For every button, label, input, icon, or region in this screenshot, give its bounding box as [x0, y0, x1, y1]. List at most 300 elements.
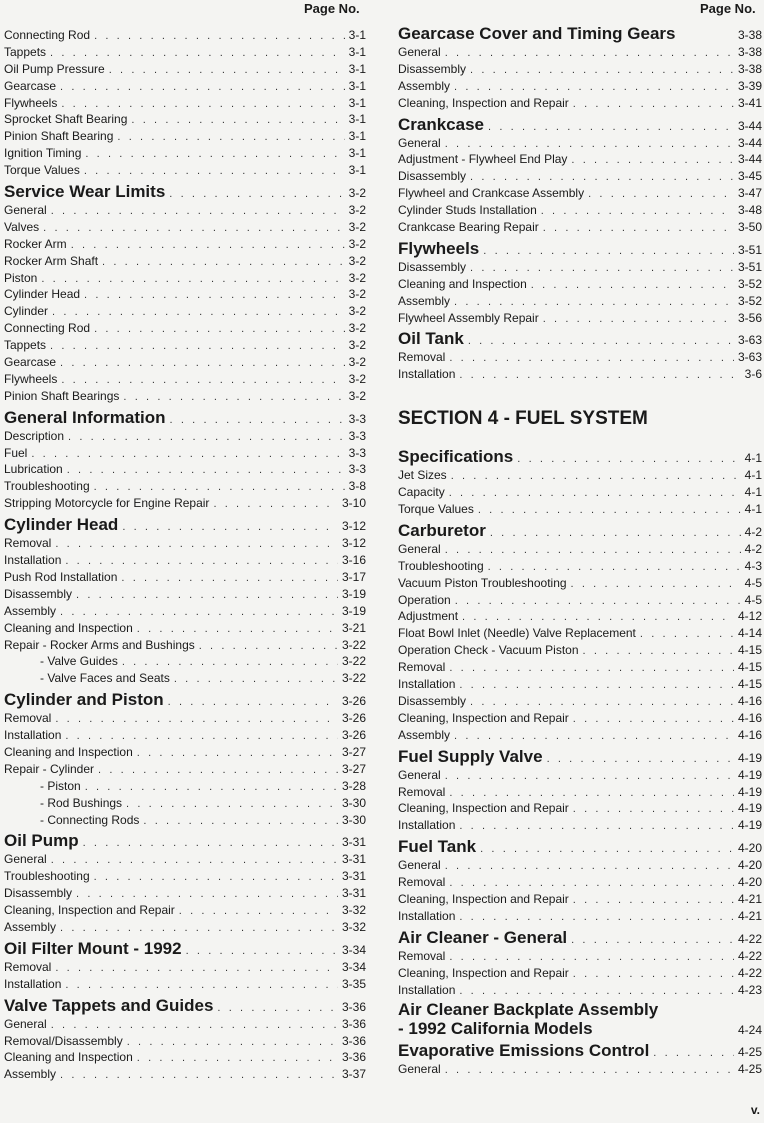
toc-entry[interactable]: [4, 670, 366, 687]
toc-heading[interactable]: [4, 515, 366, 535]
dot-leader: [83, 833, 338, 851]
dot-leader: [65, 977, 338, 993]
dot-leader: [174, 671, 338, 687]
dot-leader: [547, 749, 734, 767]
page-number: 3-26: [341, 711, 366, 726]
toc-entry[interactable]: [398, 784, 762, 801]
page-number: 4-22: [737, 965, 762, 980]
toc-heading-label: Specifications: [398, 447, 514, 467]
toc-entry[interactable]: [4, 812, 366, 829]
toc-heading[interactable]: [398, 1041, 762, 1061]
toc-heading[interactable]: [398, 1019, 762, 1038]
page-number: 3-48: [737, 203, 762, 218]
page-number: 3-2: [348, 203, 366, 218]
toc-entry[interactable]: [4, 286, 366, 303]
toc-entry[interactable]: [4, 303, 366, 320]
toc-entry-label: Installation: [4, 728, 62, 743]
toc-heading-label: Oil Filter Mount - 1992: [4, 938, 182, 958]
dot-leader: [199, 638, 338, 654]
dot-leader: [60, 920, 338, 936]
toc-heading-label: Oil Tank: [398, 329, 464, 349]
toc-entry-label: Torque Values: [398, 502, 474, 517]
toc-entry[interactable]: [398, 501, 762, 518]
dot-leader: [213, 496, 338, 512]
page-number: 3-8: [348, 479, 366, 494]
toc-entry[interactable]: [398, 817, 762, 834]
toc-entry[interactable]: [4, 27, 366, 44]
toc-entry[interactable]: [4, 868, 366, 885]
toc-heading[interactable]: [398, 115, 762, 135]
toc-entry[interactable]: [4, 128, 366, 145]
toc-entry[interactable]: [398, 168, 762, 185]
toc-entry-label: Cylinder Studs Installation: [398, 203, 537, 218]
dot-leader: [445, 1062, 734, 1078]
dot-leader: [84, 287, 345, 303]
toc-entry[interactable]: [4, 744, 366, 761]
toc-entry[interactable]: [398, 541, 762, 558]
toc-entry[interactable]: [398, 44, 762, 61]
toc-heading-label: Carburetor: [398, 520, 486, 540]
toc-entry[interactable]: [398, 800, 762, 817]
toc-heading[interactable]: [398, 329, 762, 349]
dot-leader: [31, 446, 344, 462]
page-number: 3-34: [341, 959, 366, 974]
toc-entry[interactable]: [398, 767, 762, 784]
toc-entry[interactable]: [4, 111, 366, 128]
page-number: 3-27: [341, 761, 366, 776]
page-number: 3-38: [737, 45, 762, 59]
toc-entry[interactable]: [398, 202, 762, 219]
toc-heading[interactable]: [398, 521, 762, 541]
toc-entry[interactable]: [398, 310, 762, 327]
dot-leader: [517, 449, 740, 467]
page-number: 4-23: [737, 982, 762, 997]
toc-entry-label: Cleaning, Inspection and Repair: [398, 710, 569, 725]
toc-heading[interactable]: [4, 182, 366, 202]
toc-entry[interactable]: [398, 982, 762, 999]
dot-leader: [76, 587, 338, 603]
toc-entry[interactable]: [4, 603, 366, 620]
page-number: 4-1: [744, 468, 762, 483]
dot-leader: [55, 960, 338, 976]
dot-leader: [445, 768, 734, 784]
page-number: 4-21: [737, 891, 762, 906]
right-page-no-header: Page No.: [700, 1, 756, 16]
toc-entry[interactable]: [4, 44, 366, 61]
dot-leader: [122, 517, 338, 535]
toc-entry[interactable]: [398, 484, 762, 501]
toc-entry[interactable]: [4, 428, 366, 445]
page-number: 3-22: [341, 637, 366, 652]
dot-leader: [94, 28, 345, 44]
toc-entry-label: Cleaning, Inspection and Repair: [398, 891, 569, 906]
dot-leader: [571, 152, 734, 168]
toc-heading[interactable]: [4, 408, 366, 428]
toc-entry-label: Removal: [398, 948, 446, 963]
toc-entry-label: Installation: [4, 553, 62, 568]
page-number: 4-15: [737, 677, 762, 692]
toc-heading[interactable]: [398, 837, 762, 857]
toc-entry[interactable]: [398, 78, 762, 95]
toc-entry-label: Push Rod Installation: [4, 569, 118, 584]
dot-leader: [543, 220, 734, 236]
page-number: 4-3: [744, 558, 762, 573]
dot-leader: [122, 654, 338, 670]
toc-entry-label: Cleaning, Inspection and Repair: [398, 965, 569, 980]
toc-entry[interactable]: [4, 95, 366, 112]
dot-leader: [41, 271, 344, 287]
page-number: 3-35: [341, 976, 366, 991]
toc-entry[interactable]: [4, 552, 366, 569]
toc-entry-label: Installation: [398, 818, 456, 833]
page-number: 3-2: [348, 287, 366, 302]
page-number: 3-56: [737, 310, 762, 325]
page-number: 3-45: [737, 169, 762, 184]
toc-entry-label: Removal/Disassembly: [4, 1033, 123, 1048]
toc-entry-label: Flywheels: [4, 371, 58, 386]
toc-entry[interactable]: [398, 259, 762, 276]
toc-entry[interactable]: [4, 795, 366, 812]
page-number: 3-36: [341, 999, 366, 1014]
toc-heading-label: Gearcase Cover and Timing Gears: [398, 24, 676, 43]
toc-entry-label: Removal: [4, 536, 52, 551]
dot-leader: [653, 1043, 734, 1061]
page-number: 3-31: [341, 886, 366, 901]
page-number: 3-31: [341, 835, 366, 850]
toc-entry-label: Troubleshooting: [4, 869, 90, 884]
dot-leader: [455, 593, 741, 609]
page-number: 3-28: [341, 778, 366, 793]
page-number: 3-32: [341, 903, 366, 918]
page-number: 4-20: [737, 875, 762, 890]
toc-entry-label: Assembly: [4, 919, 57, 934]
toc-entry[interactable]: [398, 592, 762, 609]
toc-heading[interactable]: [398, 928, 762, 948]
dot-leader: [50, 338, 345, 354]
toc-entry[interactable]: [4, 885, 366, 902]
toc-entry[interactable]: [4, 388, 366, 405]
page-number: 3-44: [737, 152, 762, 167]
toc-entry[interactable]: [4, 253, 366, 270]
dot-leader: [459, 367, 740, 383]
toc-entry[interactable]: [398, 891, 762, 908]
toc-entry[interactable]: [4, 569, 366, 586]
toc-entry[interactable]: [4, 162, 366, 179]
dot-leader: [449, 785, 734, 801]
dot-leader: [445, 542, 741, 558]
toc-entry[interactable]: [398, 575, 762, 592]
toc-heading[interactable]: [4, 996, 366, 1016]
page-number: 4-5: [744, 592, 762, 607]
dot-leader: [76, 886, 338, 902]
toc-entry[interactable]: [398, 965, 762, 982]
toc-entry-label: Rocker Arm Shaft: [4, 253, 99, 268]
toc-entry[interactable]: [4, 337, 366, 354]
toc-entry[interactable]: [398, 558, 762, 575]
toc-heading[interactable]: [398, 24, 762, 44]
toc-entry[interactable]: [398, 151, 762, 168]
dot-leader: [60, 79, 345, 95]
toc-entry[interactable]: [398, 293, 762, 310]
dot-leader: [573, 801, 734, 817]
toc-entry[interactable]: [4, 236, 366, 253]
toc-entry[interactable]: [4, 959, 366, 976]
toc-entry[interactable]: [398, 61, 762, 78]
dot-leader: [449, 875, 734, 891]
page-number: 4-19: [737, 801, 762, 816]
toc-entry-label: Valves: [4, 219, 40, 234]
page-number: 3-63: [737, 350, 762, 365]
toc-entry-label: Torque Values: [4, 163, 80, 178]
toc-entry[interactable]: [398, 276, 762, 293]
toc-heading: [398, 1000, 762, 1019]
toc-entry[interactable]: [398, 219, 762, 236]
toc-heading[interactable]: [398, 447, 762, 467]
dot-leader: [571, 576, 741, 592]
toc-heading[interactable]: [4, 831, 366, 851]
page-number: 3-2: [348, 253, 366, 268]
page-number: 3-1: [348, 95, 366, 110]
page-number: 3-16: [341, 553, 366, 568]
dot-leader: [451, 468, 741, 484]
toc-entry-label: General: [4, 1016, 47, 1031]
toc-entry[interactable]: [4, 371, 366, 388]
page-number: 3-1: [348, 163, 366, 178]
page-number: 3-12: [341, 519, 366, 534]
toc-entry-label: Disassembly: [4, 886, 73, 901]
toc-entry[interactable]: [398, 349, 762, 366]
page-number: 4-25: [737, 1045, 762, 1060]
toc-entry[interactable]: [398, 467, 762, 484]
page-number: 4-16: [737, 727, 762, 742]
page-number: 3-2: [348, 321, 366, 336]
toc-entry-label: Cleaning, Inspection and Repair: [398, 95, 569, 110]
toc-entry-label: Installation: [398, 908, 456, 923]
toc-entry-label: Installation: [398, 677, 456, 692]
toc-entry[interactable]: [4, 1066, 366, 1083]
toc-entry-label: Disassembly: [398, 259, 467, 274]
dot-leader: [143, 813, 338, 829]
dot-leader: [43, 220, 345, 236]
toc-entry[interactable]: [4, 1033, 366, 1050]
toc-entry[interactable]: [398, 727, 762, 744]
toc-entry[interactable]: [398, 366, 762, 383]
page-number: 4-16: [737, 693, 762, 708]
dot-leader: [445, 136, 734, 152]
toc-entry-label: Flywheel and Crankcase Assembly: [398, 186, 585, 201]
dot-leader: [449, 350, 734, 366]
toc-entry[interactable]: [4, 976, 366, 993]
toc-entry-label: General: [4, 203, 47, 218]
toc-heading-label: Flywheels: [398, 238, 480, 258]
page-number: 3-12: [341, 536, 366, 551]
toc-entry[interactable]: [398, 710, 762, 727]
toc-entry[interactable]: [4, 761, 366, 778]
toc-entry-label: Connecting Rod: [4, 321, 91, 336]
dot-leader: [543, 311, 734, 327]
page-number-footer: v.: [750, 1103, 760, 1117]
dot-leader: [588, 186, 734, 202]
toc-entry-label: Cleaning and Inspection: [398, 276, 527, 291]
page-number: 3-50: [737, 220, 762, 235]
toc-heading-label: Air Cleaner Backplate Assembly: [398, 1000, 659, 1020]
page-number: 3-51: [737, 259, 762, 274]
toc-entry[interactable]: [4, 219, 366, 236]
page-number: 3-36: [341, 1016, 366, 1031]
toc-entry[interactable]: [4, 653, 366, 670]
toc-entry-label: Cleaning, Inspection and Repair: [4, 903, 175, 918]
toc-entry[interactable]: [4, 320, 366, 337]
dot-leader: [85, 146, 344, 162]
dot-leader: [445, 858, 734, 874]
dot-leader: [488, 117, 734, 135]
dot-leader: [583, 643, 734, 659]
toc-entry[interactable]: [4, 78, 366, 95]
page-number: 3-2: [348, 371, 366, 386]
dot-leader: [127, 1034, 338, 1050]
dot-leader: [470, 62, 734, 78]
toc-entry[interactable]: [398, 857, 762, 874]
toc-entry-label: Removal: [398, 660, 446, 675]
toc-entry[interactable]: [4, 902, 366, 919]
toc-entry[interactable]: [398, 693, 762, 710]
toc-entry[interactable]: [398, 625, 762, 642]
toc-entry[interactable]: [4, 620, 366, 637]
toc-entry-label: Assembly: [398, 293, 451, 308]
toc-entry[interactable]: [398, 676, 762, 693]
toc-entry[interactable]: [4, 851, 366, 868]
toc-heading-label: Air Cleaner - General: [398, 927, 568, 947]
page-number: 3-38: [737, 61, 762, 76]
page-number: 3-44: [737, 135, 762, 150]
page-number: 4-2: [744, 541, 762, 556]
page-number: 3-47: [737, 186, 762, 201]
toc-entry-label: - Valve Guides: [40, 654, 118, 669]
toc-heading-label: Evaporative Emissions Control: [398, 1041, 650, 1061]
toc-entry[interactable]: [4, 586, 366, 603]
dot-leader: [573, 966, 734, 982]
page-number: 3-30: [341, 795, 366, 810]
toc-entry-label: Connecting Rod: [4, 28, 91, 42]
toc-entry[interactable]: [4, 710, 366, 727]
toc-entry[interactable]: [4, 535, 366, 552]
toc-entry-label: Installation: [4, 976, 62, 991]
toc-entry[interactable]: [398, 642, 762, 659]
toc-entry-label: Operation: [398, 592, 451, 607]
dot-leader: [131, 112, 344, 128]
page-number: 3-2: [348, 236, 366, 251]
toc-entry-label: Oil Pump Pressure: [4, 61, 105, 76]
toc-entry[interactable]: [4, 445, 366, 462]
toc-entry-label: Removal: [4, 959, 52, 974]
toc-entry[interactable]: [398, 659, 762, 676]
toc-entry[interactable]: [398, 1061, 762, 1078]
page-number: 3-36: [341, 1050, 366, 1065]
page-number: 3-1: [348, 28, 366, 42]
page-number: 3-1: [348, 129, 366, 144]
dot-leader: [51, 852, 338, 868]
toc-entry[interactable]: [4, 778, 366, 795]
page-number: 3-2: [348, 388, 366, 403]
toc-entry[interactable]: [4, 461, 366, 478]
toc-entry[interactable]: [4, 727, 366, 744]
toc-entry[interactable]: [398, 948, 762, 965]
dot-leader: [483, 241, 734, 259]
page-number: 3-2: [348, 338, 366, 353]
dot-leader: [573, 892, 734, 908]
dot-leader: [454, 294, 734, 310]
dot-leader: [85, 779, 338, 795]
toc-entry-label: Assembly: [4, 1067, 57, 1082]
right-toc-column: [398, 21, 762, 1078]
dot-leader: [459, 983, 734, 999]
toc-entry-label: Removal: [398, 350, 446, 365]
toc-entry[interactable]: [398, 135, 762, 152]
dot-leader: [640, 626, 734, 642]
toc-entry[interactable]: [4, 202, 366, 219]
toc-entry[interactable]: [398, 874, 762, 891]
page-number: 3-19: [341, 603, 366, 618]
toc-entry[interactable]: [4, 145, 366, 162]
page-number: 3-32: [341, 919, 366, 934]
toc-entry[interactable]: [398, 185, 762, 202]
page-number: 3-1: [348, 61, 366, 76]
toc-heading[interactable]: [4, 690, 366, 710]
page-number: 4-24: [737, 1023, 762, 1038]
dot-leader: [478, 502, 741, 518]
toc-entry-label: Flywheel Assembly Repair: [398, 310, 539, 325]
toc-entry-label: Lubrication: [4, 462, 63, 477]
dot-leader: [571, 930, 734, 948]
dot-leader: [51, 203, 345, 219]
dot-leader: [137, 1050, 338, 1066]
toc-heading[interactable]: [4, 939, 366, 959]
toc-entry[interactable]: [4, 61, 366, 78]
toc-entry[interactable]: [4, 637, 366, 654]
toc-entry-label: Removal: [398, 875, 446, 890]
page-number: 3-3: [348, 428, 366, 443]
page-number: 4-15: [737, 643, 762, 658]
toc-entry[interactable]: [4, 478, 366, 495]
toc-heading[interactable]: [398, 747, 762, 767]
page-number: 4-21: [737, 908, 762, 923]
page-number: 3-2: [348, 355, 366, 370]
toc-entry-label: - Rod Bushings: [40, 795, 123, 810]
toc-entry-label: Disassembly: [4, 586, 73, 601]
toc-entry[interactable]: [4, 270, 366, 287]
toc-entry[interactable]: [4, 495, 366, 512]
toc-entry[interactable]: [398, 908, 762, 925]
toc-heading[interactable]: [398, 239, 762, 259]
page-number: 3-44: [737, 118, 762, 133]
toc-entry[interactable]: [398, 608, 762, 625]
dot-leader: [67, 462, 345, 478]
toc-entry[interactable]: [4, 354, 366, 371]
toc-entry-label: Vacuum Piston Troubleshooting: [398, 575, 567, 590]
page-number: 3-17: [341, 569, 366, 584]
toc-entry[interactable]: [398, 95, 762, 112]
toc-entry[interactable]: [4, 1016, 366, 1033]
dot-leader: [109, 62, 345, 78]
toc-entry[interactable]: [4, 919, 366, 936]
page-number: 3-3: [348, 411, 366, 426]
toc-entry[interactable]: [4, 1049, 366, 1066]
toc-entry-label: Tappets: [4, 338, 47, 353]
dot-leader: [470, 694, 734, 710]
dot-leader: [126, 796, 338, 812]
dot-leader: [84, 163, 345, 179]
dot-leader: [65, 553, 338, 569]
